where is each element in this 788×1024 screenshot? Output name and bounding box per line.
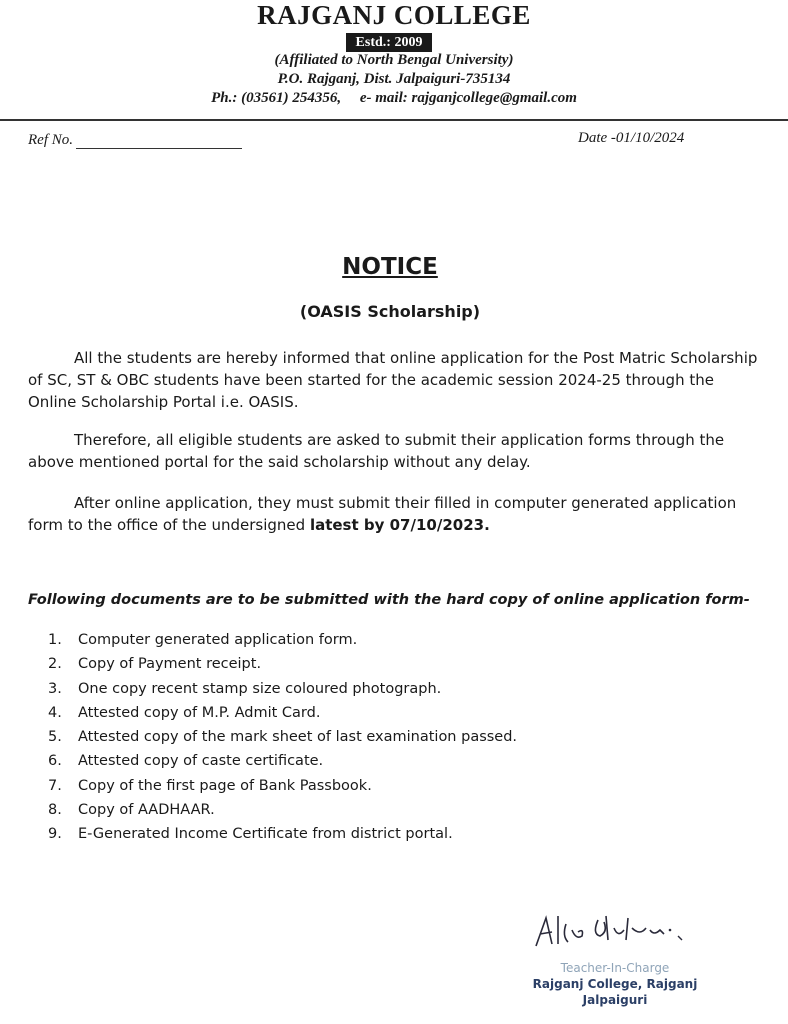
list-item-number: 2. [48,656,62,673]
list-item-number: 8. [48,802,62,819]
list-item [48,701,517,725]
documents-heading: Following documents are to be submitted with the hard copy of online application form- [28,592,750,608]
address: P.O. Rajganj, Dist. Jalpaiguri-735134 [277,71,511,87]
documents-list [48,628,517,847]
list-item-number: 7. [48,777,62,794]
paragraph-1-text: All the students are hereby informed that online application for the Post Matric Scholarship of SC, ST & OBC students have been started for the academic session 2024-25 through the Online Scholarship Portal i.e. OASIS. [28,349,758,411]
list-item-number: 9. [48,826,62,843]
stamp-designation: Teacher-In-Charge [560,961,670,975]
email: e- mail: rajganjcollege@gmail.com [359,90,577,106]
paragraph-2-text: Therefore, all eligible students are asked to submit their application forms through the above mentioned portal for the said scholarship without any delay. [28,431,725,471]
date: Date -01/10/2024 [578,130,685,146]
list-item [48,628,517,652]
affiliation: (Affiliated to North Bengal University) [274,52,514,68]
stamp-college: Rajganj College, Rajganj [532,977,698,991]
contact-line [0,90,788,107]
list-item-number: 4. [48,704,62,721]
paragraph-3 [28,492,758,536]
list-item [48,798,517,822]
paragraph-3-text: After online application, they must submit their filled in computer generated application form to the office of the undersigned [28,494,737,534]
paragraph-2 [28,429,758,473]
list-item-text: Attested copy of caste certificate. [78,753,324,770]
list-item [48,822,517,846]
signature-image [528,906,688,956]
list-item-text: Copy of Payment receipt. [78,656,262,673]
list-item-text: Attested copy of the mark sheet of last examination passed. [78,729,518,746]
list-item-number: 1. [48,632,62,648]
official-stamp [490,960,740,1008]
header-divider [0,119,788,121]
ref-label: Ref No. [28,132,73,148]
list-item [48,725,517,749]
list-item-text: Copy of AADHAAR. [78,802,215,819]
college-name: RAJGANJ COLLEGE [257,0,531,30]
stamp-place: Jalpaiguri [582,993,648,1007]
list-item-text: Copy of the first page of Bank Passbook. [78,777,372,794]
list-item-number: 6. [48,753,62,770]
notice-title: NOTICE [342,254,438,280]
list-item [48,749,517,773]
list-item [48,774,517,798]
notice-subtitle: (OASIS Scholarship) [299,302,481,321]
list-item [48,652,517,676]
list-item-text: Computer generated application form. [78,632,358,648]
deadline: latest by 07/10/2023. [309,516,490,534]
estd-badge: Estd.: 2009 [346,33,432,52]
ref-underline [76,148,242,149]
list-item-text: Attested copy of M.P. Admit Card. [78,704,321,721]
list-item-text: One copy recent stamp size coloured photograph. [78,680,442,697]
list-item [48,677,517,701]
list-item-number: 5. [48,729,62,746]
paragraph-1 [28,347,758,413]
list-item-text: E-Generated Income Certificate from district portal. [78,826,453,843]
phone: Ph.: (03561) 254356, [211,90,342,106]
list-item-number: 3. [48,680,62,697]
